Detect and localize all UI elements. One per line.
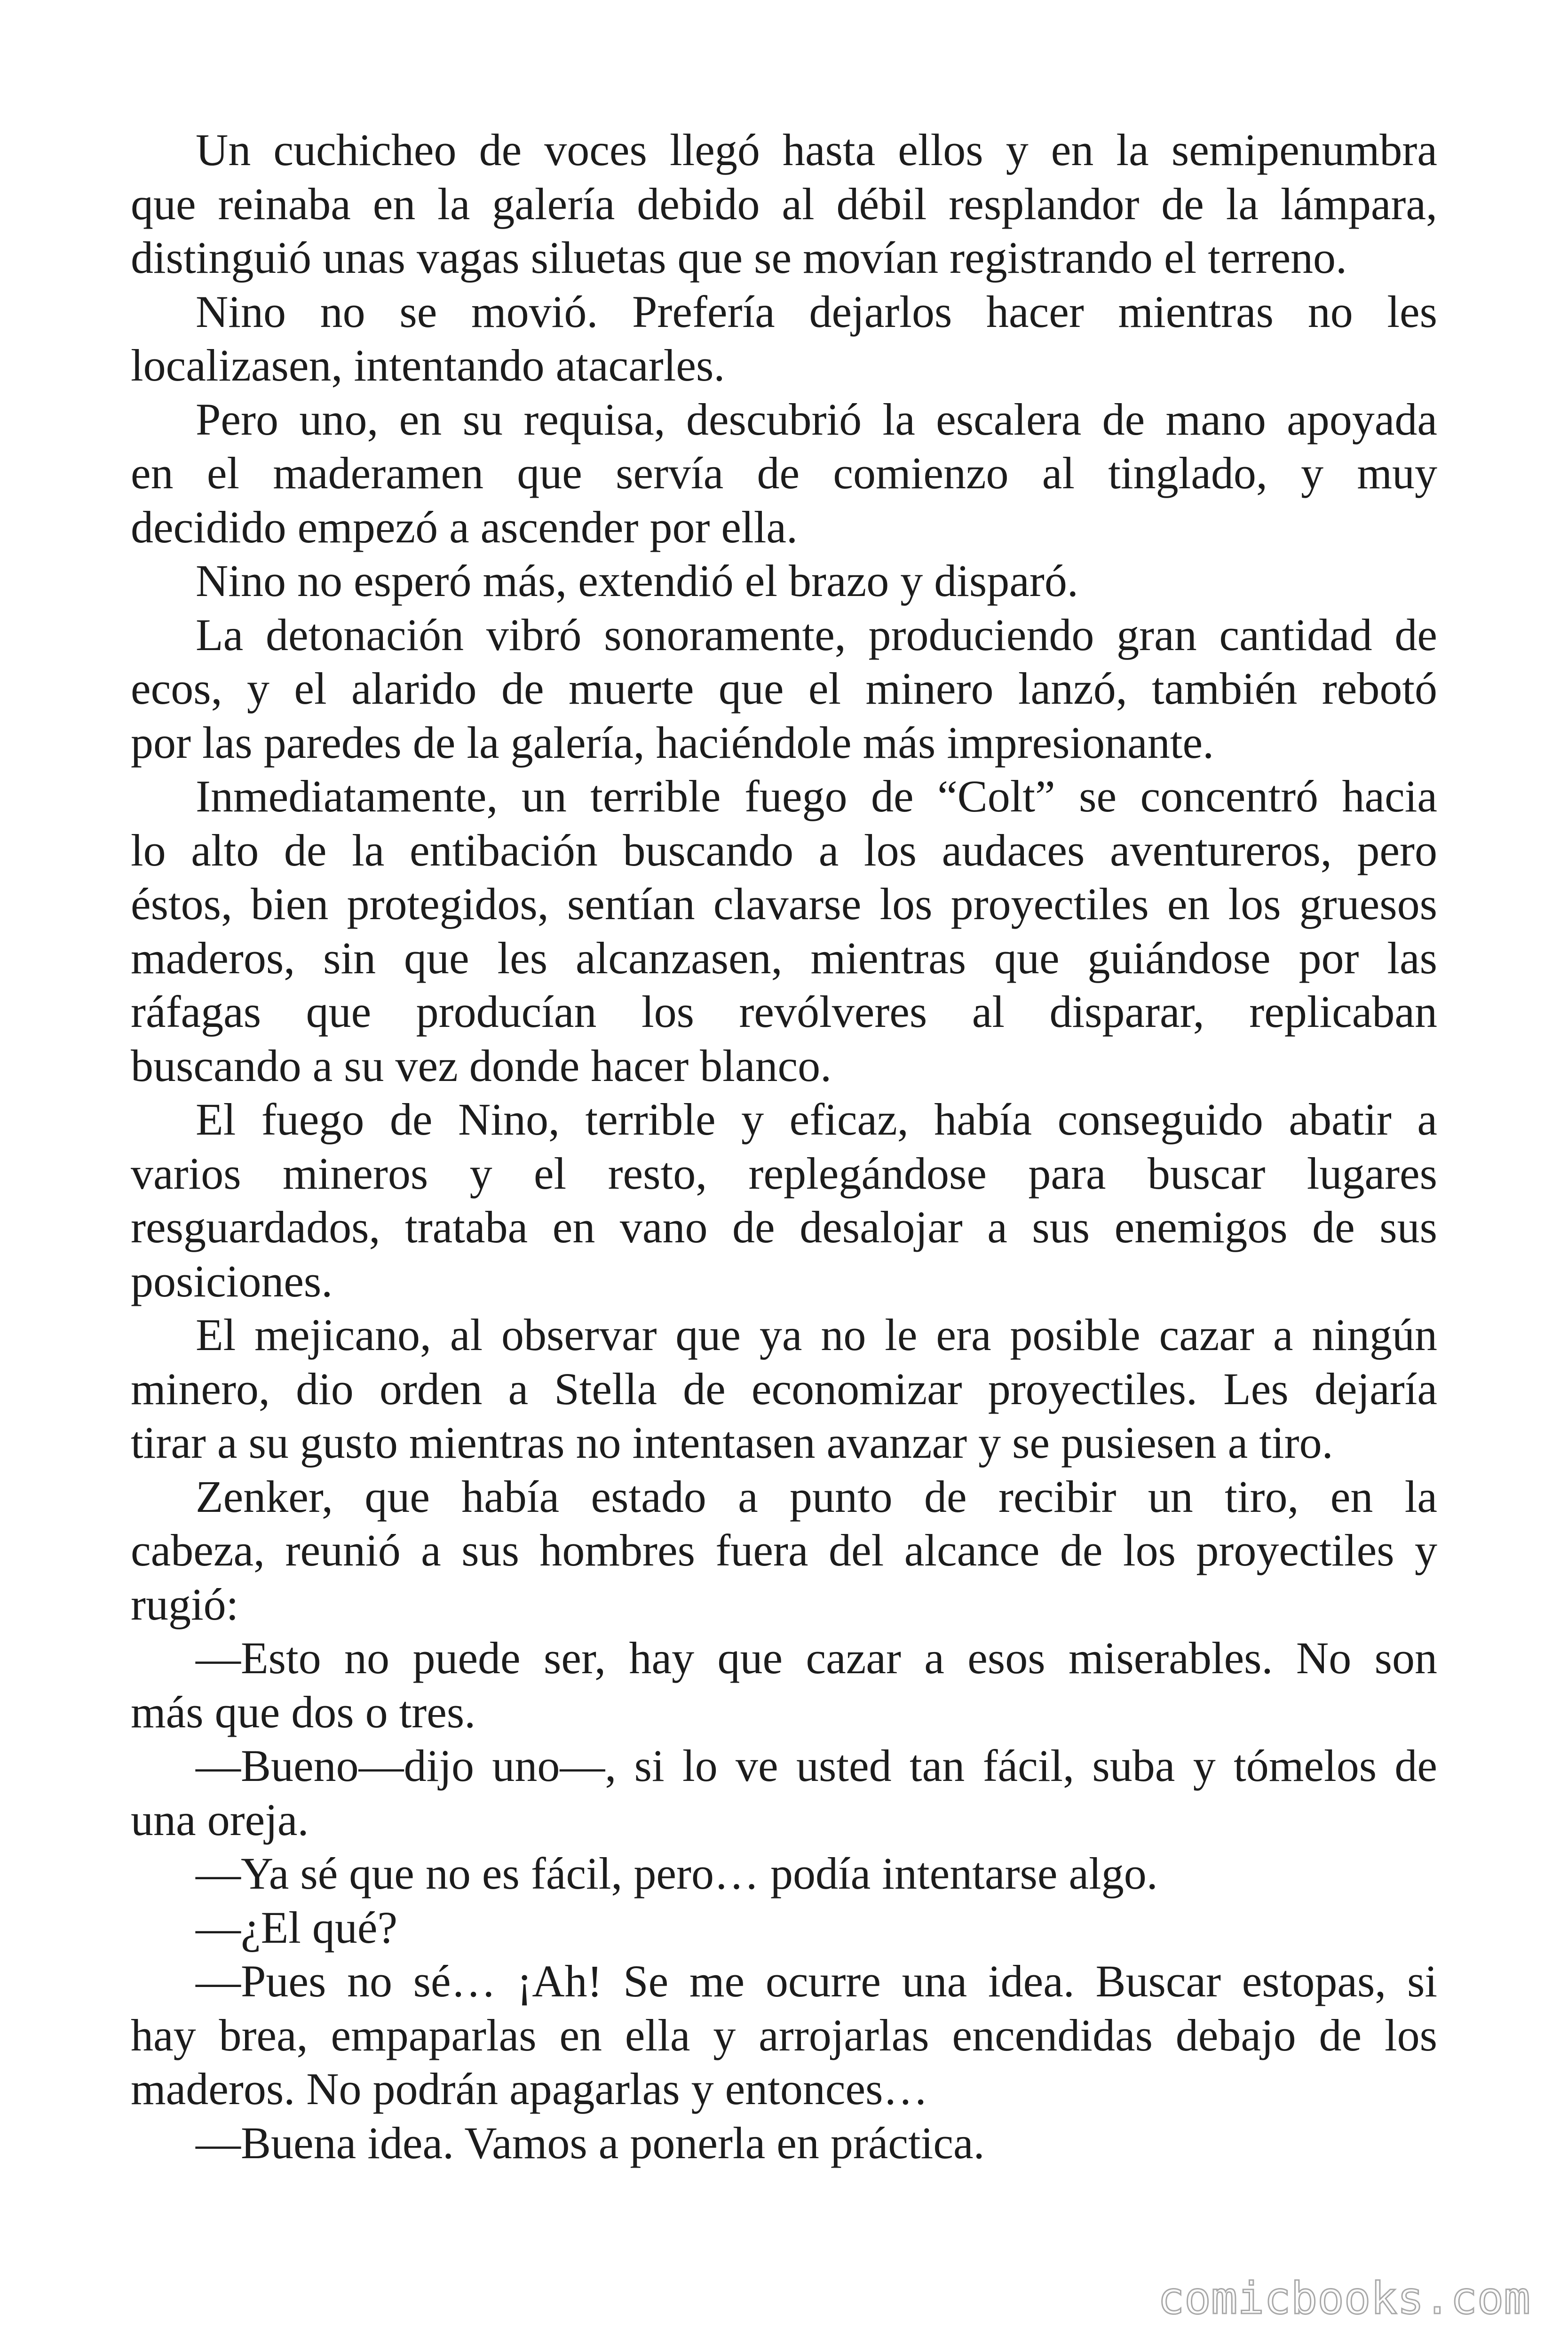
paragraph [131,1093,1437,1308]
text-line: —Esto no puede ser, hay que cazar a esos miserables. No son [196,1633,1437,1683]
body-text [131,123,1437,2170]
text-line: éstos, bien protegidos, sentían clavarse los proyectiles en los gruesos [131,879,1437,929]
paragraph [131,1901,1437,1955]
text-line: Zenker, que había estado a punto de recibir un tiro, en la [196,1471,1437,1522]
text-line: maderos. No podrán apagarlas y entonces… [131,2064,928,2114]
text-line: Un cuchicheo de voces llegó hasta ellos y en la semipenumbra [196,125,1437,175]
text-line: minero, dio orden a Stella de economizar proyectiles. Les dejaría [131,1363,1437,1414]
text-line: tirar a su gusto mientras no intentasen avanzar y se pusiesen a tiro. [131,1417,1333,1468]
text-line: —Buena idea. Vamos a ponerla en práctica. [196,2117,985,2168]
text-line: rugió: [131,1579,239,1629]
text-line: buscando a su vez donde hacer blanco. [131,1040,832,1091]
paragraph [131,1847,1437,1901]
text-line: resguardados, trataba en vano de desalojar a sus enemigos de sus [131,1202,1437,1252]
paragraph [131,608,1437,770]
paragraph [131,554,1437,608]
text-line: ráfagas que producían los revólveres al disparar, replicaban [131,986,1437,1037]
text-line: Nino no esperó más, extendió el brazo y disparó. [196,556,1078,606]
paragraph [131,2116,1437,2170]
text-line: localizasen, intentando atacarles. [131,340,725,390]
text-line: —Bueno—dijo uno—, si lo ve usted tan fácil, suba y tómelos de [196,1740,1437,1791]
paragraph [131,1739,1437,1847]
text-line: varios mineros y el resto, replegándose para buscar lugares [131,1148,1437,1199]
paragraph [131,1308,1437,1470]
text-line: cabeza, reunió a sus hombres fuera del alcance de los proyectiles y [131,1525,1437,1575]
paragraph [131,285,1437,393]
text-line: posiciones. [131,1255,333,1306]
text-line: que reinaba en la galería debido al débil resplandor de la lámpara, [131,178,1437,229]
text-line: Pero uno, en su requisa, descubrió la escalera de mano apoyada [196,394,1437,445]
paragraph [131,393,1437,555]
paragraph [131,1955,1437,2116]
text-line: —¿El qué? [196,1902,398,1953]
text-line: El mejicano, al observar que ya no le era posible cazar a ningún [196,1310,1437,1360]
text-line: en el maderamen que servía de comienzo al tinglado, y muy [131,448,1437,498]
text-line: —Pues no sé… ¡Ah! Se me ocurre una idea. Buscar estopas, si [196,1956,1437,2006]
paragraph [131,123,1437,285]
text-line: lo alto de la entibación buscando a los audaces aventureros, pero [131,825,1437,875]
text-line: —Ya sé que no es fácil, pero… podía intentarse algo. [196,1848,1158,1899]
text-line: una oreja. [131,1794,309,1845]
text-line: hay brea, empaparlas en ella y arrojarlas encendidas debajo de los [131,2010,1437,2060]
watermark-logo: comicbooks.com [1157,2273,1530,2324]
paragraph [131,770,1437,1093]
text-line: más que dos o tres. [131,1686,476,1737]
text-line: distinguió unas vagas siluetas que se movían registrando el terreno. [131,232,1347,283]
paragraph [131,1631,1437,1739]
paragraph [131,1470,1437,1632]
text-line: maderos, sin que les alcanzasen, mientras que guiándose por las [131,932,1437,983]
text-line: Inmediatamente, un terrible fuego de “Colt” se concentró hacia [196,771,1437,821]
text-line: ecos, y el alarido de muerte que el minero lanzó, también rebotó [131,663,1437,714]
text-line: La detonación vibró sonoramente, produciendo gran cantidad de [196,609,1437,660]
text-line: por las paredes de la galería, haciéndole más impresionante. [131,717,1214,768]
text-line: decidido empezó a ascender por ella. [131,501,798,552]
text-line: El fuego de Nino, terrible y eficaz, había conseguido abatir a [196,1094,1437,1144]
text-line: Nino no se movió. Prefería dejarlos hacer mientras no les [196,286,1437,337]
